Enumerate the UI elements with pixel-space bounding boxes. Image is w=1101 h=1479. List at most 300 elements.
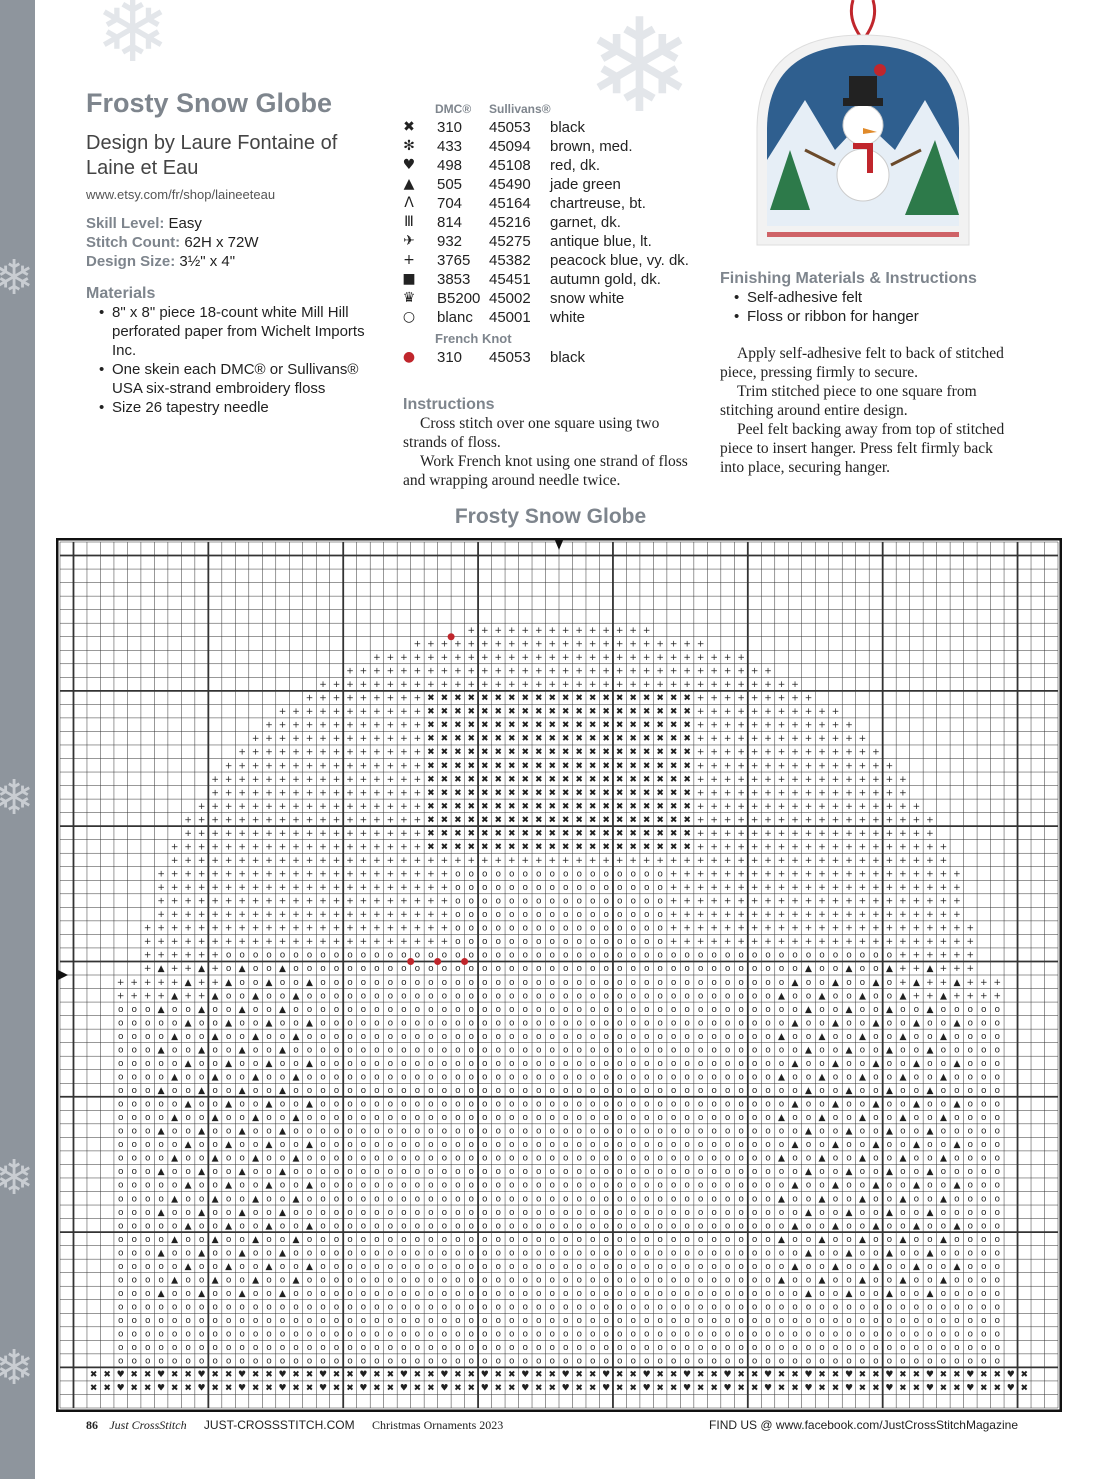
- svg-text:o: o: [522, 1153, 529, 1164]
- svg-text:+: +: [211, 937, 219, 948]
- svg-text:+: +: [494, 680, 503, 691]
- svg-text:+: +: [211, 869, 219, 880]
- svg-text:o: o: [994, 1329, 1001, 1340]
- svg-text:+: +: [818, 856, 826, 866]
- svg-text:o: o: [603, 1289, 609, 1299]
- svg-text:+: +: [508, 626, 516, 636]
- svg-text:✖: ✖: [629, 1383, 637, 1394]
- svg-text:+: +: [764, 747, 772, 758]
- svg-text:+: +: [251, 883, 260, 893]
- svg-text:o: o: [684, 1113, 690, 1124]
- svg-text:o: o: [536, 991, 542, 1002]
- svg-text:✖: ✖: [481, 842, 489, 853]
- svg-text:o: o: [509, 1031, 515, 1042]
- svg-text:o: o: [320, 1221, 326, 1232]
- svg-text:o: o: [940, 1329, 947, 1340]
- svg-text:+: +: [723, 856, 732, 866]
- svg-text:▲: ▲: [211, 1072, 219, 1083]
- svg-text:o: o: [441, 1234, 448, 1245]
- svg-text:o: o: [347, 1059, 353, 1069]
- svg-text:o: o: [589, 964, 596, 975]
- svg-text:o: o: [927, 1113, 933, 1124]
- svg-text:o: o: [981, 1180, 987, 1191]
- svg-text:+: +: [346, 910, 354, 921]
- svg-text:o: o: [536, 1045, 542, 1056]
- svg-text:o: o: [333, 1329, 340, 1340]
- svg-text:o: o: [144, 1031, 151, 1042]
- svg-text:+: +: [319, 707, 327, 718]
- svg-text:+: +: [211, 842, 219, 853]
- svg-text:+: +: [319, 883, 327, 893]
- svg-text:o: o: [711, 1140, 717, 1151]
- svg-text:o: o: [846, 1221, 852, 1232]
- svg-text:o: o: [697, 1113, 704, 1124]
- svg-text:▲: ▲: [899, 1234, 907, 1245]
- svg-text:o: o: [266, 1248, 272, 1259]
- svg-text:▲: ▲: [805, 1126, 812, 1137]
- svg-text:+: +: [872, 883, 880, 893]
- svg-text:+: +: [184, 856, 192, 866]
- svg-text:o: o: [495, 1004, 502, 1015]
- svg-text:+: +: [683, 869, 691, 880]
- svg-text:+: +: [413, 788, 422, 799]
- svg-text:+: +: [197, 991, 206, 1002]
- svg-text:o: o: [630, 869, 636, 880]
- svg-text:o: o: [967, 1221, 974, 1232]
- french-knot-dot: [434, 958, 441, 965]
- svg-text:o: o: [670, 1248, 677, 1259]
- svg-text:o: o: [333, 991, 340, 1002]
- svg-text:+: +: [265, 869, 273, 880]
- svg-text:+: +: [197, 869, 206, 880]
- svg-text:✖: ✖: [251, 1370, 260, 1381]
- svg-text:+: +: [157, 910, 165, 921]
- svg-text:o: o: [414, 1004, 421, 1015]
- svg-text:o: o: [414, 1031, 421, 1042]
- svg-text:o: o: [266, 950, 272, 961]
- svg-text:+: +: [561, 856, 570, 866]
- svg-text:▲: ▲: [252, 1072, 260, 1083]
- sullivans-number: 45275: [489, 233, 531, 250]
- svg-text:✖: ✖: [561, 801, 570, 812]
- svg-text:▲: ▲: [184, 1261, 192, 1272]
- svg-text:o: o: [428, 1316, 434, 1326]
- french-knot-dot: [448, 633, 455, 640]
- svg-text:o: o: [374, 1356, 380, 1367]
- svg-text:o: o: [495, 1018, 502, 1029]
- svg-text:o: o: [657, 896, 663, 907]
- svg-text:o: o: [967, 1248, 974, 1259]
- svg-text:▲: ▲: [238, 1045, 246, 1056]
- svg-text:▲: ▲: [805, 1004, 812, 1015]
- svg-text:+: +: [305, 761, 314, 772]
- svg-text:✖: ✖: [508, 788, 516, 799]
- snowflake-icon: ❄: [0, 250, 35, 306]
- svg-text:+: +: [899, 869, 907, 880]
- svg-text:o: o: [940, 1004, 947, 1015]
- svg-text:o: o: [616, 1329, 623, 1340]
- svg-text:✖: ✖: [103, 1383, 111, 1394]
- svg-text:✖: ✖: [602, 801, 610, 812]
- svg-text:o: o: [482, 1045, 488, 1056]
- svg-text:o: o: [306, 1113, 313, 1124]
- svg-text:✖: ✖: [750, 1370, 759, 1381]
- svg-text:♥: ♥: [844, 1370, 854, 1381]
- svg-text:▲: ▲: [265, 1261, 273, 1272]
- svg-text:o: o: [212, 1248, 218, 1259]
- svg-text:o: o: [320, 977, 326, 988]
- svg-text:+: +: [508, 856, 516, 866]
- svg-text:+: +: [777, 720, 786, 731]
- svg-text:+: +: [508, 639, 516, 650]
- svg-text:✖: ✖: [427, 815, 435, 826]
- key-row: [400, 137, 710, 156]
- svg-text:✖: ✖: [980, 1370, 988, 1381]
- svg-text:o: o: [670, 1086, 677, 1096]
- svg-text:o: o: [171, 1356, 178, 1367]
- svg-text:+: +: [602, 626, 610, 636]
- svg-text:o: o: [387, 1289, 394, 1299]
- svg-text:+: +: [885, 828, 894, 839]
- svg-text:+: +: [170, 977, 179, 988]
- svg-text:+: +: [683, 653, 691, 663]
- svg-text:+: +: [224, 856, 233, 866]
- svg-text:✖: ✖: [561, 788, 570, 799]
- svg-text:+: +: [373, 869, 381, 880]
- svg-text:▲: ▲: [926, 1045, 934, 1056]
- svg-text:+: +: [926, 991, 934, 1002]
- svg-text:▲: ▲: [279, 1167, 286, 1178]
- svg-text:o: o: [643, 1221, 650, 1232]
- svg-text:+: +: [885, 937, 894, 948]
- svg-text:o: o: [441, 1180, 448, 1191]
- svg-text:o: o: [684, 1180, 690, 1191]
- svg-text:o: o: [509, 896, 515, 907]
- svg-text:o: o: [954, 1356, 960, 1367]
- svg-text:♥: ♥: [763, 1370, 773, 1381]
- svg-text:o: o: [131, 1302, 137, 1313]
- svg-text:+: +: [885, 801, 894, 812]
- svg-text:o: o: [509, 1302, 515, 1313]
- svg-text:o: o: [643, 937, 650, 948]
- svg-text:o: o: [549, 1086, 556, 1096]
- svg-text:o: o: [252, 1059, 259, 1069]
- svg-text:o: o: [603, 937, 609, 948]
- svg-text:o: o: [225, 1289, 232, 1299]
- svg-text:o: o: [873, 1343, 879, 1354]
- svg-text:✖: ✖: [588, 842, 597, 853]
- svg-text:o: o: [630, 1302, 636, 1313]
- svg-text:o: o: [751, 1194, 758, 1205]
- svg-text:o: o: [657, 1343, 663, 1354]
- svg-text:o: o: [859, 1316, 866, 1326]
- svg-text:▲: ▲: [211, 1194, 219, 1205]
- svg-text:o: o: [441, 964, 448, 975]
- svg-text:o: o: [549, 1356, 556, 1367]
- svg-text:o: o: [954, 1113, 960, 1124]
- svg-text:+: +: [413, 720, 422, 731]
- svg-text:▲: ▲: [292, 1031, 300, 1042]
- svg-text:✖: ✖: [454, 747, 462, 758]
- svg-text:o: o: [401, 1180, 407, 1191]
- svg-text:+: +: [292, 761, 300, 772]
- svg-text:+: +: [791, 761, 799, 772]
- svg-text:o: o: [509, 1316, 515, 1326]
- svg-text:+: +: [669, 666, 678, 677]
- svg-text:o: o: [819, 1343, 825, 1354]
- svg-text:▲: ▲: [832, 1180, 839, 1191]
- svg-text:o: o: [873, 964, 879, 975]
- svg-text:+: +: [993, 991, 1002, 1002]
- svg-text:+: +: [764, 856, 772, 866]
- svg-text:+: +: [197, 977, 206, 988]
- svg-text:▲: ▲: [805, 1086, 812, 1096]
- svg-text:o: o: [131, 1356, 137, 1367]
- svg-text:+: +: [413, 842, 422, 853]
- svg-text:o: o: [765, 964, 771, 975]
- svg-text:▲: ▲: [845, 1004, 853, 1015]
- svg-text:+: +: [359, 828, 368, 839]
- svg-text:+: +: [359, 680, 368, 691]
- svg-text:+: +: [885, 774, 894, 785]
- svg-text:✖: ✖: [615, 1383, 624, 1394]
- svg-text:+: +: [535, 639, 543, 650]
- key-symbol-icon: ♥: [402, 157, 416, 173]
- svg-text:+: +: [319, 801, 327, 812]
- svg-text:o: o: [954, 1207, 960, 1218]
- svg-text:+: +: [737, 801, 745, 812]
- svg-text:o: o: [657, 923, 663, 934]
- svg-text:+: +: [184, 896, 192, 907]
- svg-text:o: o: [279, 1180, 286, 1191]
- svg-text:+: +: [346, 680, 354, 691]
- svg-text:o: o: [670, 950, 677, 961]
- svg-text:o: o: [994, 1031, 1001, 1042]
- svg-text:o: o: [185, 1031, 191, 1042]
- svg-text:o: o: [455, 1086, 461, 1096]
- svg-text:▲: ▲: [912, 1261, 920, 1272]
- svg-text:o: o: [428, 1302, 434, 1313]
- svg-text:o: o: [360, 1207, 367, 1218]
- svg-text:+: +: [791, 842, 799, 853]
- svg-text:✖: ✖: [548, 1370, 557, 1381]
- svg-text:o: o: [954, 1167, 960, 1178]
- svg-text:+: +: [278, 937, 287, 948]
- svg-text:+: +: [548, 653, 557, 663]
- svg-text:o: o: [522, 1289, 529, 1299]
- svg-text:♥: ♥: [278, 1370, 287, 1381]
- svg-text:+: +: [926, 950, 934, 961]
- svg-text:o: o: [455, 991, 461, 1002]
- svg-text:+: +: [669, 869, 678, 880]
- svg-text:✖: ✖: [89, 1383, 98, 1394]
- svg-text:o: o: [684, 1140, 690, 1151]
- svg-text:o: o: [455, 883, 461, 893]
- svg-text:+: +: [953, 950, 961, 961]
- svg-text:o: o: [616, 1018, 623, 1029]
- svg-text:+: +: [791, 707, 799, 718]
- svg-text:+: +: [305, 896, 314, 907]
- svg-text:o: o: [347, 1018, 353, 1029]
- svg-text:o: o: [266, 991, 272, 1002]
- svg-text:o: o: [657, 1113, 663, 1124]
- svg-text:o: o: [886, 991, 893, 1002]
- svg-text:+: +: [858, 801, 867, 812]
- svg-text:o: o: [428, 1059, 434, 1069]
- svg-text:▲: ▲: [953, 1018, 961, 1029]
- svg-text:+: +: [818, 842, 826, 853]
- key-symbol-icon: ♛: [402, 290, 416, 306]
- svg-text:o: o: [333, 1031, 340, 1042]
- svg-text:+: +: [440, 639, 449, 650]
- svg-text:o: o: [455, 1207, 461, 1218]
- svg-text:o: o: [401, 1086, 407, 1096]
- key-symbol-icon: +: [403, 252, 415, 268]
- svg-text:o: o: [630, 1004, 636, 1015]
- svg-text:+: +: [642, 639, 651, 650]
- svg-text:o: o: [279, 1140, 286, 1151]
- svg-text:o: o: [738, 1140, 744, 1151]
- svg-text:✖: ✖: [346, 1370, 354, 1381]
- svg-text:o: o: [819, 1018, 825, 1029]
- svg-text:+: +: [427, 680, 435, 691]
- svg-text:+: +: [872, 896, 880, 907]
- svg-text:+: +: [346, 734, 354, 745]
- svg-text:o: o: [657, 1248, 663, 1259]
- svg-text:+: +: [899, 842, 907, 853]
- svg-text:o: o: [738, 1113, 744, 1124]
- svg-text:o: o: [185, 1356, 191, 1367]
- svg-text:o: o: [117, 1194, 124, 1205]
- svg-text:o: o: [482, 1180, 488, 1191]
- svg-text:o: o: [455, 1343, 461, 1354]
- svg-text:+: +: [184, 883, 192, 893]
- svg-text:o: o: [306, 1275, 313, 1286]
- svg-text:o: o: [562, 910, 569, 921]
- svg-text:o: o: [846, 1302, 852, 1313]
- svg-text:o: o: [886, 1275, 893, 1286]
- svg-text:+: +: [373, 937, 381, 948]
- svg-text:o: o: [778, 1126, 785, 1137]
- svg-text:o: o: [509, 1194, 515, 1205]
- svg-text:o: o: [158, 1099, 164, 1110]
- facebook-link[interactable]: FIND US @ www.facebook.com/JustCrossStitchMagazine: [709, 1418, 1018, 1432]
- svg-text:o: o: [320, 991, 326, 1002]
- svg-text:+: +: [912, 842, 921, 853]
- svg-text:+: +: [818, 815, 826, 826]
- svg-text:+: +: [508, 680, 516, 691]
- svg-text:o: o: [401, 964, 407, 975]
- svg-text:✖: ✖: [467, 801, 476, 812]
- svg-text:✖: ✖: [494, 747, 503, 758]
- svg-text:o: o: [900, 1289, 906, 1299]
- svg-text:o: o: [900, 1018, 906, 1029]
- svg-text:o: o: [859, 1248, 866, 1259]
- svg-text:+: +: [251, 828, 260, 839]
- svg-text:o: o: [589, 869, 596, 880]
- svg-text:+: +: [912, 883, 921, 893]
- svg-text:o: o: [751, 1248, 758, 1259]
- svg-text:o: o: [562, 1113, 569, 1124]
- svg-text:o: o: [940, 1248, 947, 1259]
- svg-text:o: o: [697, 1329, 704, 1340]
- svg-text:o: o: [562, 1275, 569, 1286]
- svg-text:o: o: [185, 1316, 191, 1326]
- svg-text:o: o: [387, 1045, 394, 1056]
- svg-text:+: +: [669, 937, 678, 948]
- svg-text:o: o: [765, 1207, 771, 1218]
- svg-text:o: o: [913, 1302, 920, 1313]
- svg-text:o: o: [482, 869, 488, 880]
- svg-text:o: o: [522, 910, 529, 921]
- svg-text:✖: ✖: [629, 734, 637, 745]
- svg-text:▲: ▲: [926, 1207, 934, 1218]
- svg-text:✖: ✖: [548, 815, 557, 826]
- svg-text:+: +: [804, 747, 813, 758]
- svg-text:o: o: [468, 1031, 475, 1042]
- svg-text:▲: ▲: [791, 1059, 799, 1069]
- svg-text:+: +: [454, 639, 462, 650]
- svg-text:▲: ▲: [939, 1234, 947, 1245]
- svg-text:+: +: [615, 856, 624, 866]
- svg-text:▲: ▲: [184, 1140, 192, 1151]
- svg-text:▲: ▲: [778, 1153, 785, 1164]
- svg-text:+: +: [278, 869, 287, 880]
- svg-text:o: o: [536, 1343, 542, 1354]
- svg-text:✖: ✖: [615, 842, 624, 853]
- svg-text:✖: ✖: [454, 842, 462, 853]
- svg-text:+: +: [777, 707, 786, 718]
- svg-text:o: o: [117, 1086, 124, 1096]
- svg-text:o: o: [468, 1045, 475, 1056]
- svg-text:o: o: [293, 1167, 299, 1178]
- svg-text:o: o: [805, 1113, 812, 1124]
- svg-text:+: +: [400, 734, 408, 745]
- svg-text:o: o: [185, 1289, 191, 1299]
- svg-text:o: o: [495, 1316, 502, 1326]
- svg-text:o: o: [792, 1167, 798, 1178]
- svg-text:o: o: [778, 1140, 785, 1151]
- svg-text:o: o: [589, 910, 596, 921]
- svg-text:o: o: [832, 991, 839, 1002]
- svg-text:o: o: [549, 1031, 556, 1042]
- svg-text:+: +: [184, 991, 192, 1002]
- svg-text:+: +: [251, 815, 260, 826]
- color-name: jade green: [550, 176, 621, 193]
- svg-text:+: +: [211, 896, 219, 907]
- snowflake-icon: ❄: [0, 1150, 35, 1206]
- svg-text:o: o: [374, 1275, 380, 1286]
- svg-text:o: o: [131, 1329, 137, 1340]
- svg-text:o: o: [819, 1289, 825, 1299]
- svg-text:▲: ▲: [791, 1221, 799, 1232]
- svg-text:+: +: [305, 828, 314, 839]
- svg-text:+: +: [737, 856, 745, 866]
- svg-text:+: +: [413, 653, 422, 663]
- svg-text:o: o: [401, 1126, 407, 1137]
- svg-text:o: o: [347, 1221, 353, 1232]
- svg-text:▲: ▲: [225, 977, 233, 988]
- svg-text:o: o: [792, 1289, 798, 1299]
- svg-text:o: o: [792, 991, 798, 1002]
- svg-text:+: +: [211, 883, 219, 893]
- svg-text:o: o: [630, 1126, 636, 1137]
- svg-text:+: +: [413, 639, 422, 650]
- svg-text:o: o: [414, 977, 421, 988]
- svg-text:+: +: [211, 923, 219, 934]
- svg-text:o: o: [778, 1302, 785, 1313]
- svg-text:+: +: [723, 937, 732, 948]
